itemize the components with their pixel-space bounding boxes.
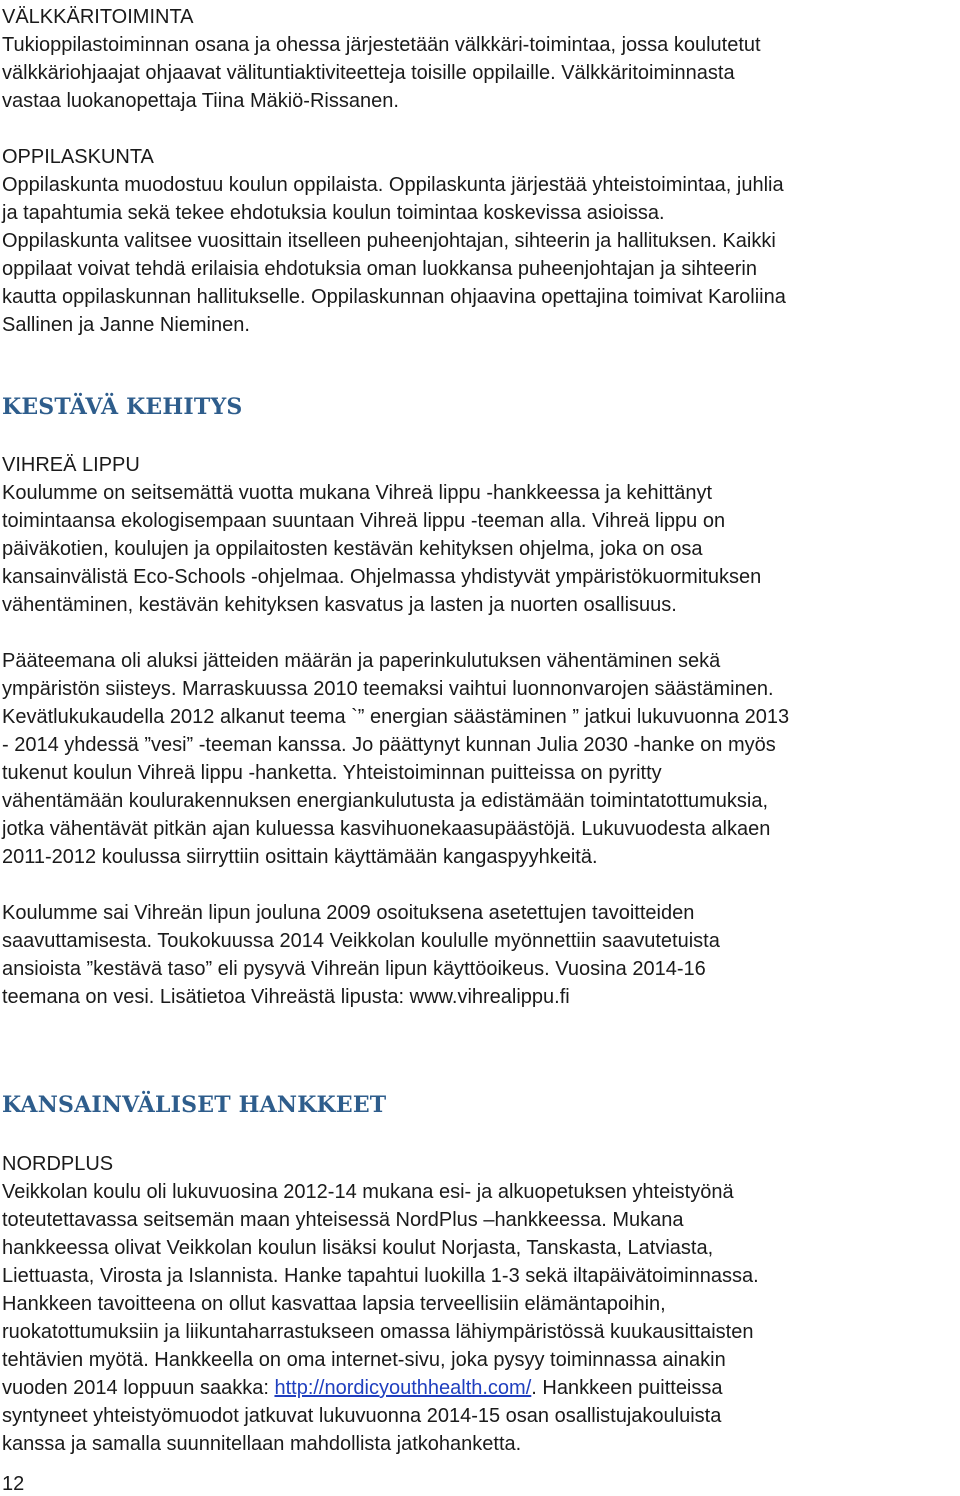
valkkari-line: Tukioppilastoiminnan osana ja ohessa järjestetään välkkäri-toimintaa, jossa koulutetut: [2, 34, 761, 56]
kestava-kehitys-title: KESTÄVÄ KEHITYS: [2, 394, 243, 420]
paragraph-line: ympäristön siisteys. Marraskuussa 2010 teemaksi vaihtui luonnonvarojen säästäminen.: [2, 678, 774, 700]
paragraph-line: saavuttamisesta. Toukokuussa 2014 Veikkolan koululle myönnettiin saavutetuista: [2, 930, 720, 952]
valkkari-section: [2, 3, 957, 115]
oppilaskunta-line: Oppilaskunta muodostuu koulun oppilaista. Oppilaskunta järjestää yhteistoimintaa, juhlia: [2, 174, 784, 196]
paragraph-line: - 2014 yhdessä ”vesi” -teeman kanssa. Jo päättynyt kunnan Julia 2030 -hanke on myös: [2, 734, 776, 756]
paragraph-line: 2011-2012 koulussa siirryttiin osittain käyttämään kangaspyyhkeitä.: [2, 846, 598, 868]
paragraph-line: Koulumme sai Vihreän lipun jouluna 2009 osoituksena asetettujen tavoitteiden: [2, 902, 695, 924]
vihrea-lippu-paragraph-3: [2, 899, 957, 1011]
oppilaskunta-section: [2, 143, 957, 339]
paragraph-line: Liettuasta, Virosta ja Islannista. Hanke tapahtui luokilla 1-3 sekä iltapäivätoiminnassa.: [2, 1265, 759, 1287]
oppilaskunta-line: Oppilaskunta valitsee vuosittain itselleen puheenjohtajan, sihteerin ja hallituksen. Kaikki: [2, 230, 776, 252]
paragraph-line: toteutettavassa seitsemän maan yhteisessä NordPlus –hankkeessa. Mukana: [2, 1209, 684, 1231]
nordplus-section: [2, 1150, 957, 1458]
paragraph-line: Pääteemana oli aluksi jätteiden määrän ja paperinkulutuksen vähentäminen sekä: [2, 650, 721, 672]
oppilaskunta-heading: OPPILASKUNTA: [2, 146, 154, 168]
link-prefix-text: vuoden 2014 loppuun saakka:: [2, 1377, 275, 1399]
oppilaskunta-line: Sallinen ja Janne Nieminen.: [2, 314, 250, 336]
paragraph-line: vähentäminen, kestävän kehityksen kasvatus ja lasten ja nuorten osallisuus.: [2, 594, 677, 616]
paragraph-line: ansioista ”kestävä taso” eli pysyvä Vihreän lipun käyttöoikeus. Vuosina 2014-16: [2, 958, 706, 980]
paragraph-line: toimintaansa ekologisempaan suuntaan Vihreä lippu -teeman alla. Vihreä lippu on: [2, 510, 726, 532]
paragraph-line: tehtävien myötä. Hankkeella on oma internet-sivu, joka pysyy toiminnassa ainakin: [2, 1349, 726, 1371]
kansainvaliset-hankkeet-title: KANSAINVÄLISET HANKKEET: [2, 1092, 387, 1118]
vihrea-lippu-paragraph-2: [2, 647, 957, 871]
vihrea-lippu-heading: VIHREÄ LIPPU: [2, 454, 140, 476]
paragraph-line: kanssa ja samalla suunnitellaan mahdollista jatkohanketta.: [2, 1433, 522, 1455]
nordplus-heading: NORDPLUS: [2, 1153, 114, 1175]
paragraph-line: päiväkotien, koulujen ja oppilaitosten kestävän kehityksen ohjelma, joka on osa: [2, 538, 703, 560]
paragraph-line: Koulumme on seitsemättä vuotta mukana Vihreä lippu -hankkeessa ja kehittänyt: [2, 482, 713, 504]
paragraph-line: ruokatottumuksiin ja liikuntaharrastukseen omassa lähiympäristössä kuukausittaisten: [2, 1321, 754, 1343]
oppilaskunta-line: ja tapahtumia sekä tekee ehdotuksia koulun toimintaa koskevissa asioissa.: [2, 202, 665, 224]
link-suffix-text: . Hankkeen puitteissa: [531, 1377, 723, 1399]
oppilaskunta-line: oppilaat voivat tehdä erilaisia ehdotuksia oman luokkansa puheenjohtajan ja sihteerin: [2, 258, 757, 280]
paragraph-line: kansainvälistä Eco-Schools -ohjelmaa. Ohjelmassa yhdistyvät ympäristökuormituksen: [2, 566, 762, 588]
paragraph-line-with-link: [2, 1374, 957, 1402]
paragraph-line: Kevätlukukaudella 2012 alkanut teema `” energian säästäminen ” jatkui lukuvuonna 2013: [2, 706, 790, 728]
page-number: 12: [2, 1473, 25, 1495]
valkkari-line: vastaa luokanopettaja Tiina Mäkiö-Rissanen.: [2, 90, 399, 112]
valkkari-line: välkkäriohjaajat ohjaavat välituntiaktiviteetteja toisille oppilaille. Välkkäritoiminnasta: [2, 62, 735, 84]
paragraph-line: hankkeessa olivat Veikkolan koulun lisäksi koulut Norjasta, Tanskasta, Latviasta,: [2, 1237, 714, 1259]
paragraph-line: syntyneet yhteistyömuodot jatkuvat lukuvuonna 2014-15 osan osallistujakouluista: [2, 1405, 722, 1427]
paragraph-line: vähentämään koulurakennuksen energiankulutusta ja edistämään toimintatottumuksia,: [2, 790, 769, 812]
paragraph-line: Hankkeen tavoitteena on ollut kasvattaa lapsia terveellisiin elämäntapoihin,: [2, 1293, 666, 1315]
paragraph-line: jotka vähentävät pitkän ajan kuluessa kasvihuonekaasupäästöjä. Lukuvuodesta alkaen: [2, 818, 771, 840]
valkkari-heading: VÄLKKÄRITOIMINTA: [2, 6, 194, 28]
paragraph-line: teemana on vesi. Lisätietoa Vihreästä lipusta: www.vihrealippu.fi: [2, 986, 570, 1008]
vihrea-lippu-section: [2, 451, 957, 619]
paragraph-line: tukenut koulun Vihreä lippu -hanketta. Yhteistoiminnan puitteissa on pyritty: [2, 762, 662, 784]
nordicyouthhealth-link[interactable]: http://nordicyouthhealth.com/: [274, 1377, 532, 1399]
paragraph-line: Veikkolan koulu oli lukuvuosina 2012-14 mukana esi- ja alkuopetuksen yhteistyönä: [2, 1181, 734, 1203]
oppilaskunta-line: kautta oppilaskunnan hallitukselle. Oppilaskunnan ohjaavina opettajina toimivat Karoliina: [2, 286, 786, 308]
